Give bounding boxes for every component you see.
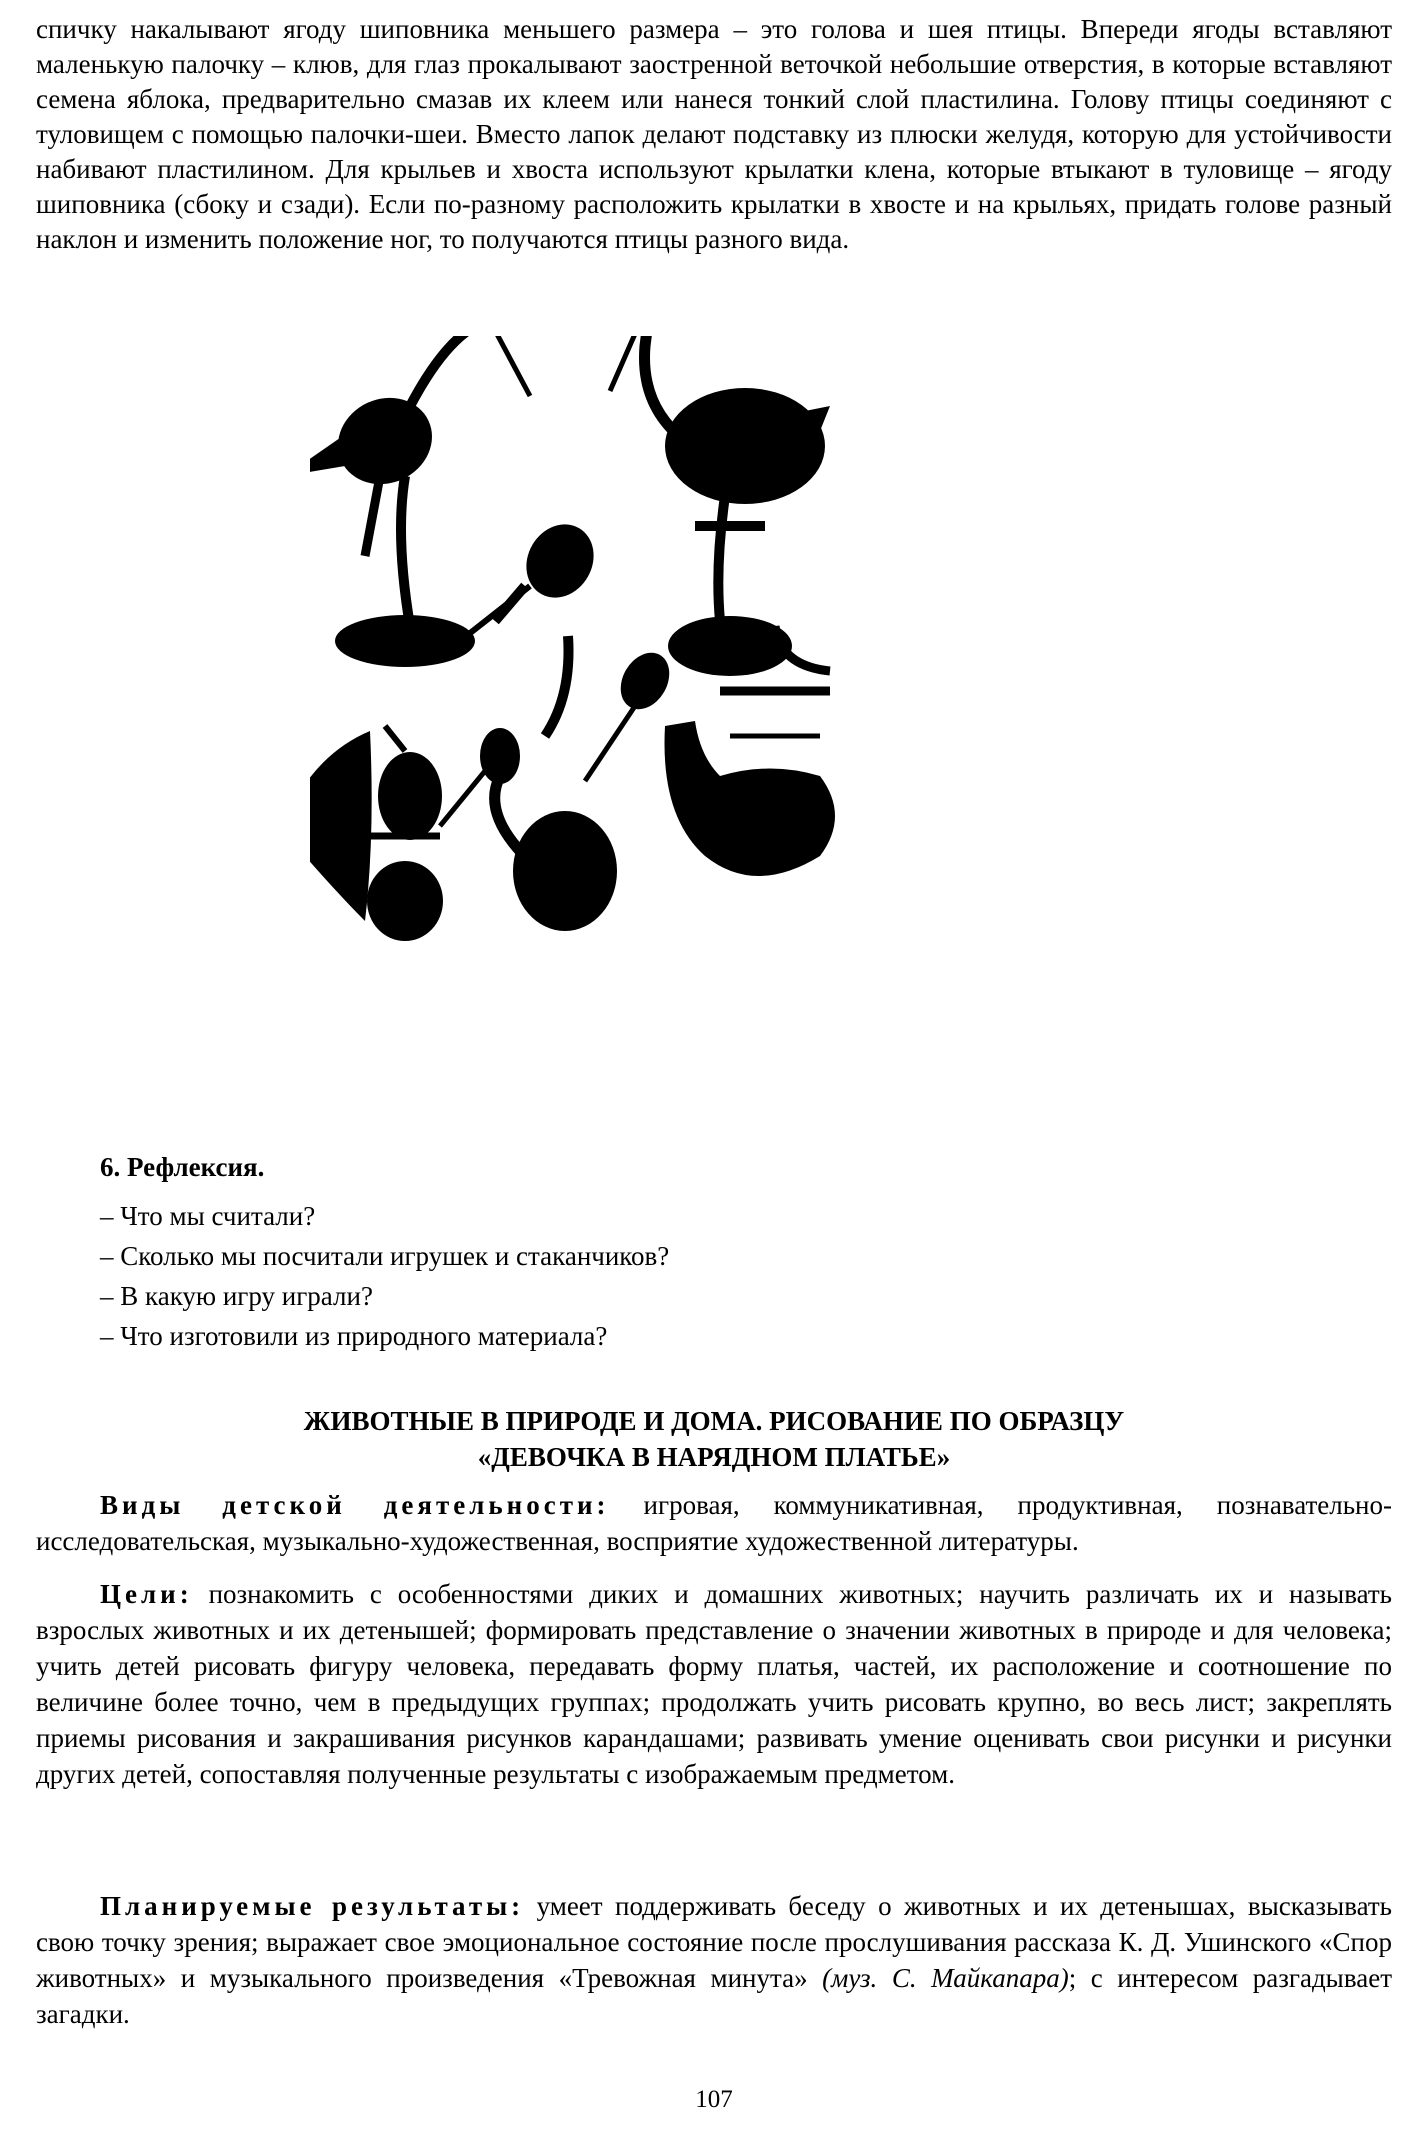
activity-kinds-paragraph	[36, 1487, 1392, 1559]
results-composer: (муз. С. Майкапара)	[822, 1963, 1069, 1993]
lesson-title	[36, 1403, 1392, 1475]
list-item: – В какую игру играли?	[100, 1281, 373, 1311]
lesson-title-line-2: «ДЕВОЧКА В НАРЯДНОМ ПЛАТЬЕ»	[477, 1442, 951, 1472]
goals-label: Цели:	[100, 1579, 193, 1609]
bird-figure-bottom-center	[440, 644, 679, 931]
list-item: – Что изготовили из природного материала?	[100, 1321, 608, 1351]
bird-parts-center	[460, 512, 607, 736]
results-label: Планируемые результаты:	[100, 1891, 525, 1921]
reflection-questions	[100, 1196, 669, 1356]
page-number: 107	[695, 2086, 733, 2113]
list-item: – Сколько мы посчитали игрушек и стаканчиков?	[100, 1241, 670, 1271]
goals-paragraph	[36, 1576, 1392, 1792]
results-text-end: ; с интересом разгадывает загадки.	[36, 1963, 1392, 2029]
rosehip-and-acorn	[367, 726, 443, 941]
reflection-heading: 6. Рефлексия.	[100, 1152, 265, 1182]
list-item: – Что мы считали?	[100, 1201, 316, 1231]
lesson-title-line-1: ЖИВОТНЫЕ В ПРИРОДЕ И ДОМА. РИСОВАНИЕ ПО ОБРАЗЦУ	[303, 1406, 1125, 1436]
activity-kinds-label: Виды детской деятельности:	[100, 1490, 610, 1520]
results-text: умеет поддерживать беседу о животных и их детенышах, высказывать свою точку зрения; выражает свое эмоциональное состояние после прослушивания рассказа К. Д. Ушинского «Спор животных» и музыкального произведения «Тревожная минута»	[36, 1891, 1392, 1993]
goals-text: познакомить с особенностями диких и домашних животных; научить различать их и называть взрослых животных и их детенышей; формировать представление о значении животных в природе и для человека; учить детей рисовать фигуру человека, передавать форму платья, частей, их расположение и соотношение по величине более точно, чем в предыдущих группах; продолжать учить рисовать крупно, во весь лист; закреплять приемы рисования и закрашивания рисунков карандашами; развивать умение оценивать свои рисунки и рисунки других детей, сопоставляя полученные результаты с изображаемым предметом.	[36, 1579, 1392, 1789]
stork-figure-right	[610, 336, 830, 676]
intro-paragraph: спичку накалывают ягоду шиповника меньшего размера – это голова и шея птицы. Впереди ягоды вставляют маленькую палочку – клюв, для глаз прокалывают заостренной веточкой небольшие отверстия, в которые вставляют семена яблока, предварительно смазав их клеем или нанеся тонкий слой пластилина. Голову птицы соединяют с туловищем с помощью палочки-шеи. Вместо лапок делают подставку из плюски желудя, которую для устойчивости набивают пластилином. Для крыльев и хвоста используют крылатки клена, которые втыкают в туловище – ягоду шиповника (сбоку и сзади). Если по-разному расположить крылатки в хвосте и на крыльях, придать голове разный наклон и изменить положение ног, то получаются птицы разного вида.	[36, 14, 1392, 254]
maple-seed-wing	[310, 731, 372, 921]
birds-illustration	[310, 336, 1130, 1116]
activity-kinds-text: игровая, коммуникативная, продуктивная, познавательно-исследовательская, музыкально-художественная, восприятие художественной литературы.	[36, 1490, 1392, 1556]
results-paragraph	[36, 1888, 1392, 2032]
